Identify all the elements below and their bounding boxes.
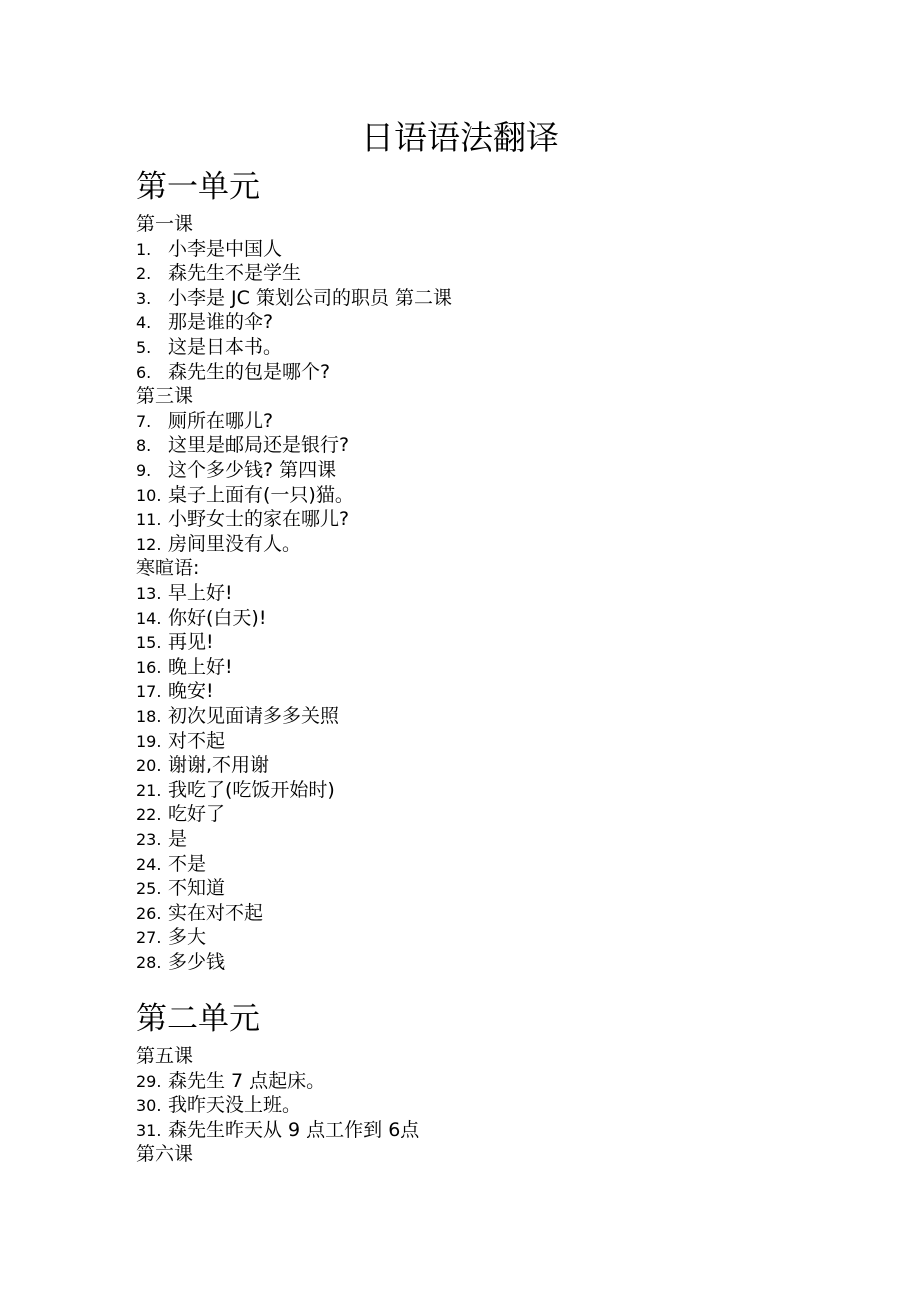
item-number: 22. xyxy=(136,805,162,825)
item-number: 18. xyxy=(136,707,162,726)
lesson-heading: 第五课 xyxy=(136,1045,194,1067)
item-number: 14. xyxy=(136,608,162,628)
list-item xyxy=(136,1118,419,1142)
item-number: 2. xyxy=(136,264,152,284)
item-text: 这个多少钱? 第四课 xyxy=(168,459,337,481)
item-text: 是 xyxy=(168,828,188,850)
list-item xyxy=(136,532,301,556)
item-number: 26. xyxy=(136,903,162,923)
item-number: 24. xyxy=(136,854,162,874)
list-item xyxy=(136,409,273,433)
item-text: 谢谢,不用谢 xyxy=(168,754,270,777)
list-item xyxy=(136,802,225,826)
list-item xyxy=(136,827,187,851)
item-text: 多大 xyxy=(168,926,207,949)
list-item xyxy=(136,335,282,359)
item-text: 那是谁的伞? xyxy=(168,311,274,334)
item-number: 23. xyxy=(136,830,162,849)
item-number: 8. xyxy=(136,436,152,456)
item-text: 小李是中国人 xyxy=(168,237,283,260)
item-number: 29. xyxy=(136,1071,162,1091)
item-number: 17. xyxy=(136,682,162,702)
list-item xyxy=(136,679,214,703)
list-item xyxy=(136,483,354,507)
item-text: 森先生的包是哪个? xyxy=(168,360,331,383)
item-text: 森先生不是学生 xyxy=(168,262,302,285)
lesson-heading: 第三课 xyxy=(136,385,194,408)
item-text: 晚安! xyxy=(168,680,214,703)
item-text: 不是 xyxy=(168,852,207,875)
list-item xyxy=(136,655,233,679)
item-text: 森先生 7 点起床。 xyxy=(168,1069,326,1092)
list-item xyxy=(136,237,282,261)
item-text: 小李是 JC 策划公司的职员 第二课 xyxy=(168,286,452,309)
list-item xyxy=(136,581,233,605)
item-text: 森先生昨天从 9 点工作到 6点 xyxy=(168,1118,420,1141)
item-text: 我吃了(吃饭开始时) xyxy=(168,778,335,801)
item-number: 30. xyxy=(136,1096,162,1116)
item-text: 再见! xyxy=(168,631,214,654)
item-text: 你好(白天)! xyxy=(168,606,267,629)
list-item xyxy=(136,1069,325,1093)
list-item xyxy=(136,261,301,285)
list-item xyxy=(136,360,330,384)
item-text: 房间里没有人。 xyxy=(168,532,302,555)
list-item xyxy=(136,925,206,949)
item-number: 25. xyxy=(136,879,162,899)
item-text: 我昨天没上班。 xyxy=(168,1094,302,1117)
item-number: 13. xyxy=(136,584,162,603)
item-text: 不知道 xyxy=(168,877,226,900)
item-number: 20. xyxy=(136,756,162,776)
item-number: 15. xyxy=(136,633,162,653)
list-item xyxy=(136,729,225,753)
list-item xyxy=(136,507,349,531)
item-text: 多少钱 xyxy=(168,951,226,973)
item-number: 7. xyxy=(136,411,152,431)
item-text: 小野女士的家在哪儿? xyxy=(168,508,350,531)
item-text: 早上好! xyxy=(168,582,233,604)
item-text: 厕所在哪儿? xyxy=(168,409,274,432)
list-item xyxy=(136,901,263,925)
item-number: 28. xyxy=(136,953,162,972)
list-item xyxy=(136,852,206,876)
unit-heading: 第二单元 xyxy=(136,1001,260,1037)
item-number: 16. xyxy=(136,657,162,677)
list-item xyxy=(136,753,269,777)
list-item xyxy=(136,704,339,728)
item-number: 11. xyxy=(136,510,162,530)
list-item xyxy=(136,433,349,457)
item-number: 31. xyxy=(136,1120,162,1140)
lesson-heading: 第六课 xyxy=(136,1143,194,1166)
item-text: 对不起 xyxy=(168,729,226,752)
list-item xyxy=(136,950,225,974)
item-text: 这是日本书。 xyxy=(168,336,283,358)
item-text: 初次见面请多多关照 xyxy=(168,705,340,727)
item-number: 12. xyxy=(136,534,162,554)
list-item xyxy=(136,458,336,482)
list-item xyxy=(136,876,225,900)
lesson-heading: 第一课 xyxy=(136,213,194,235)
item-number: 6. xyxy=(136,362,152,382)
item-text: 晚上好! xyxy=(168,655,233,678)
item-text: 桌子上面有(一只)猫。 xyxy=(168,483,354,506)
item-number: 19. xyxy=(136,731,162,751)
item-text: 这里是邮局还是银行? xyxy=(168,434,350,457)
list-item xyxy=(136,286,452,310)
item-number: 5. xyxy=(136,338,152,357)
item-number: 4. xyxy=(136,313,152,333)
item-number: 27. xyxy=(136,928,162,948)
item-text: 实在对不起 xyxy=(168,901,264,924)
document-title: 日语语法翻译 xyxy=(361,118,559,157)
lesson-heading: 寒暄语: xyxy=(136,557,200,580)
list-item xyxy=(136,606,266,630)
item-number: 10. xyxy=(136,485,162,505)
item-text: 吃好了 xyxy=(168,803,226,826)
item-number: 21. xyxy=(136,780,162,800)
list-item xyxy=(136,310,273,334)
item-number: 3. xyxy=(136,288,152,308)
list-item xyxy=(136,1093,301,1117)
unit-heading: 第一单元 xyxy=(136,169,260,205)
item-number: 9. xyxy=(136,461,152,480)
list-item xyxy=(136,630,214,654)
item-number: 1. xyxy=(136,239,152,259)
list-item xyxy=(136,778,335,802)
